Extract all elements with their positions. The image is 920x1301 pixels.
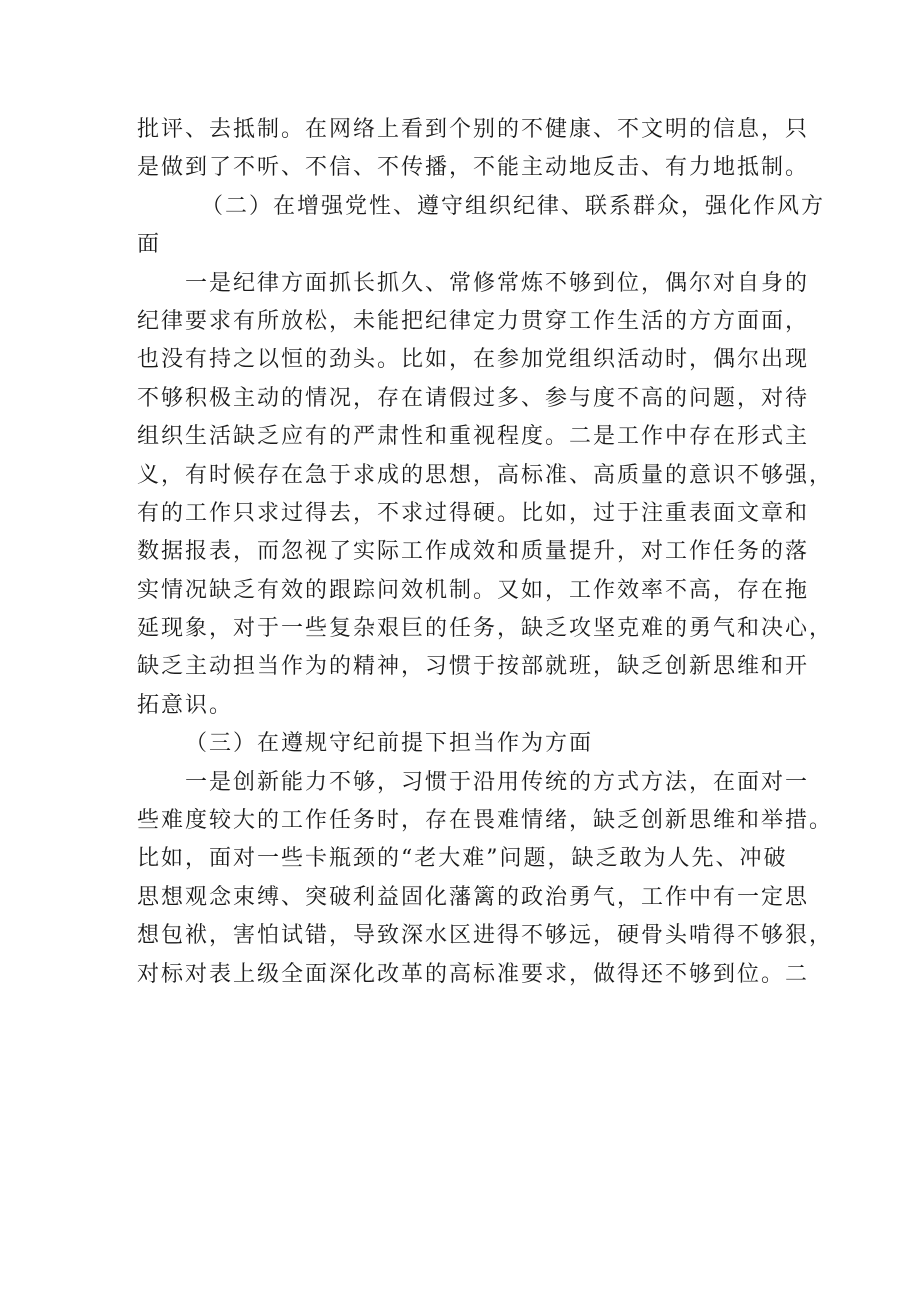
text-line: 些难度较大的工作任务时，存在畏难情绪，缺乏创新思维和举措。 (137, 808, 834, 834)
text-line: 组织生活缺乏应有的严肃性和重视程度。二是工作中存在形式主 (137, 424, 810, 450)
text-line: 有的工作只求过得去，不求过得硬。比如，过于注重表面文章和 (137, 500, 810, 526)
text-line: 实情况缺乏有效的跟踪问效机制。又如，工作效率不高，存在拖 (137, 577, 810, 603)
text-line: 是做到了不听、不信、不传播，不能主动地反击、有力地抵制。 (137, 155, 810, 181)
text-line: 数据报表，而忽视了实际工作成效和质量提升，对工作任务的落 (137, 539, 810, 565)
text-line: 缺乏主动担当作为的精神，习惯于按部就班，缺乏创新思维和开 (137, 654, 810, 680)
paragraph-first-line: 一是纪律方面抓长抓久、常修常炼不够到位，偶尔对自身的 (185, 270, 810, 296)
text-line: 拓意识。 (137, 692, 234, 718)
text-line: 批评、去抵制。在网络上看到个别的不健康、不文明的信息，只 (137, 117, 810, 142)
text-line: 思想观念束缚、突破利益固化藩篱的政治勇气，工作中有一定思 (137, 884, 810, 910)
paragraph-first-line: 一是创新能力不够，习惯于沿用传统的方式方法，在面对一 (185, 769, 810, 795)
text-line: 义，有时候存在急于求成的思想，高标准、高质量的意识不够强， (137, 462, 834, 488)
section-heading: （二）在增强党性、遵守组织纪律、联系群众，强化作风方 (201, 193, 826, 219)
text-line: 也没有持之以恒的劲头。比如，在参加党组织活动时，偶尔出现 (137, 347, 810, 373)
text-line: 想包袱，害怕试错，导致深水区进得不够远，硬骨头啃得不够狠， (137, 923, 834, 949)
text-line: 比如，面对一些卡瓶颈的“老大难”问题，缺乏敢为人先、冲破 (137, 846, 788, 872)
text-line: 延现象，对于一些复杂艰巨的任务，缺乏攻坚克难的勇气和决心， (137, 616, 834, 642)
text-line: 对标对表上级全面深化改革的高标准要求，做得还不够到位。二 (137, 961, 810, 987)
text-line: 不够积极主动的情况，存在请假过多、参与度不高的问题，对待 (137, 385, 810, 411)
text-line: 纪律要求有所放松，未能把纪律定力贯穿工作生活的方方面面， (137, 308, 810, 334)
section-heading: （三）在遵规守纪前提下担当作为方面 (185, 731, 594, 757)
section-heading-continuation: 面 (137, 232, 162, 258)
document-body (137, 111, 834, 994)
